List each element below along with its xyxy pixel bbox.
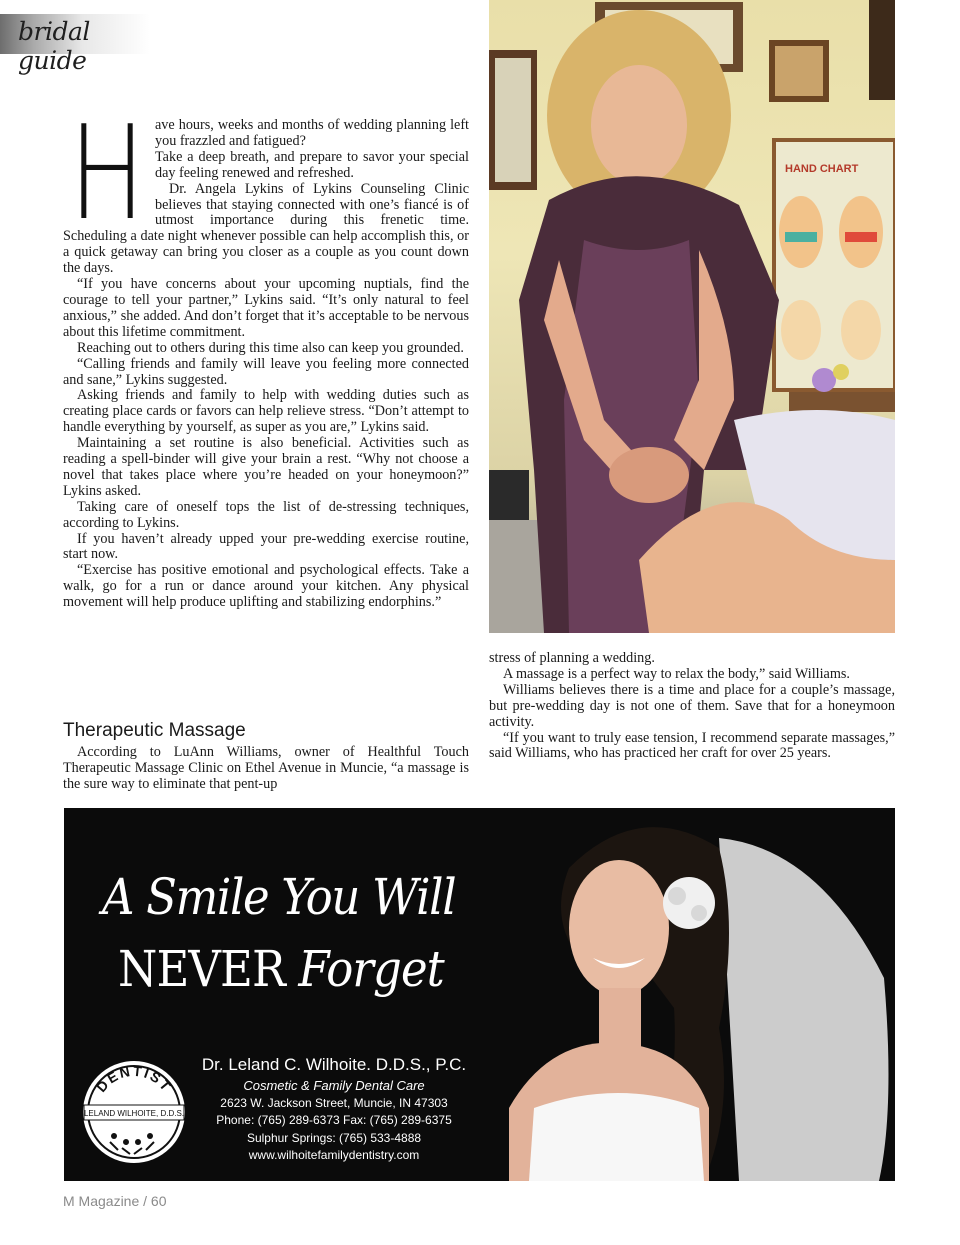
ad-headline-line1: A Smile You Will — [102, 868, 456, 926]
section-label: bridal guide — [18, 17, 90, 75]
ad-headline-line2 — [118, 940, 444, 998]
body-paragraph: Taking care of oneself tops the list of de-stressing techniques, according to Lykins. — [63, 498, 469, 531]
body-paragraph: Dr. Angela Lykins of Lykins Counseling Clinic believes that staying connected with one’s fiancé is of utmost importance during this frenetic time. Scheduling a date night whenever possible can help accomplish this, or a quick getaway can bring you closer as a couple as you count down the days. — [63, 180, 469, 277]
body-paragraph: Asking friends and family to help with wedding duties such as creating place cards or favors can help relieve stress. “Don’t attempt to handle everything by yourself, as super as you are,” Lykins said. — [63, 387, 469, 436]
ad-doctor-name: Dr. Leland C. Wilhoite. D.D.S., P.C. — [201, 1055, 467, 1074]
article-column-right — [489, 651, 895, 762]
body-paragraph: “If you want to truly ease tension, I recommend separate massages,” said Williams, who has practiced her craft for over 25 years. — [489, 729, 895, 762]
page-folio: M Magazine / 60 — [63, 1193, 167, 1209]
bride-photo — [489, 808, 895, 1181]
intro-paragraph-1: ave hours, weeks and months of wedding planning left you frazzled and fatigued? — [155, 117, 469, 149]
ad-phone-fax: Phone: (765) 289-6373 Fax: (765) 289-6375 — [216, 1113, 452, 1127]
drop-cap: H — [69, 97, 146, 249]
body-paragraph: A massage is a perfect way to relax the body,” said Williams. — [503, 665, 850, 682]
dentist-advertisement — [64, 808, 895, 1181]
subheading-therapeutic-massage: Therapeutic Massage — [63, 720, 246, 741]
article-column-left-bottom — [63, 745, 469, 793]
intro-paragraph-2: Take a deep breath, and prepare to savor your special day feeling renewed and refreshed. — [155, 148, 469, 181]
body-paragraph: Reaching out to others during this time also can keep you grounded. — [77, 339, 464, 356]
massage-photo — [489, 0, 895, 633]
ad-headline-never: NEVER — [118, 940, 285, 998]
ad-website: www.wilhoitefamilydentistry.com — [248, 1148, 420, 1162]
ad-specialty: Cosmetic & Family Dental Care — [243, 1078, 425, 1093]
article-column-left — [63, 97, 469, 611]
dentist-seal-logo — [80, 1058, 188, 1166]
body-paragraph: “Calling friends and family will leave you feeling more connected and sane,” Lykins suggested. — [63, 355, 469, 388]
seal-top-text: DENTIST — [92, 1062, 176, 1096]
body-paragraph: stress of planning a wedding. — [489, 650, 655, 666]
body-paragraph: Williams believes there is a time and place for a couple’s massage, but pre-wedding day is not one of them. Save that for a honeymoon activity. — [489, 681, 895, 730]
ad-contact-block — [184, 1053, 484, 1165]
section-tab — [0, 14, 150, 75]
massage-photo-illustration — [489, 0, 895, 633]
hand-chart-label: HAND CHART — [785, 163, 859, 175]
ad-sulphur-springs-phone: Sulphur Springs: (765) 533-4888 — [246, 1130, 422, 1145]
seal-name-text: LELAND WILHOITE, D.D.S. — [83, 1109, 185, 1118]
ad-address: 2623 W. Jackson Street, Muncie, IN 47303 — [220, 1095, 448, 1110]
body-paragraph: If you haven’t already upped your pre-wedding exercise routine, start now. — [63, 530, 469, 563]
body-paragraph: According to LuAnn Williams, owner of Healthful Touch Therapeutic Massage Clinic on Ethel Avenue in Muncie, “a massage is the sure way to eliminate that pent-up — [63, 744, 469, 792]
body-paragraph: “Exercise has positive emotional and psychological effects. Take a walk, go for a run or dance around your kitchen. Any physical movement will help produce uplifting and stabilizing endorphins.” — [63, 562, 469, 611]
body-paragraph: Maintaining a set routine is also beneficial. Activities such as reading a spell-binder will give your brain a rest. “Why not choose a novel that takes place where you’re headed on your honeymoon?” Lykins asked. — [63, 435, 469, 499]
body-paragraph: “If you have concerns about your upcoming nuptials, find the courage to tell your partner,” Lykins said. “It’s only natural to feel anxious,” she added. And don’t forget that it’s acceptable to be nervous about this lifetime commitment. — [63, 276, 469, 340]
ad-headline-forget: Forget — [284, 940, 444, 998]
